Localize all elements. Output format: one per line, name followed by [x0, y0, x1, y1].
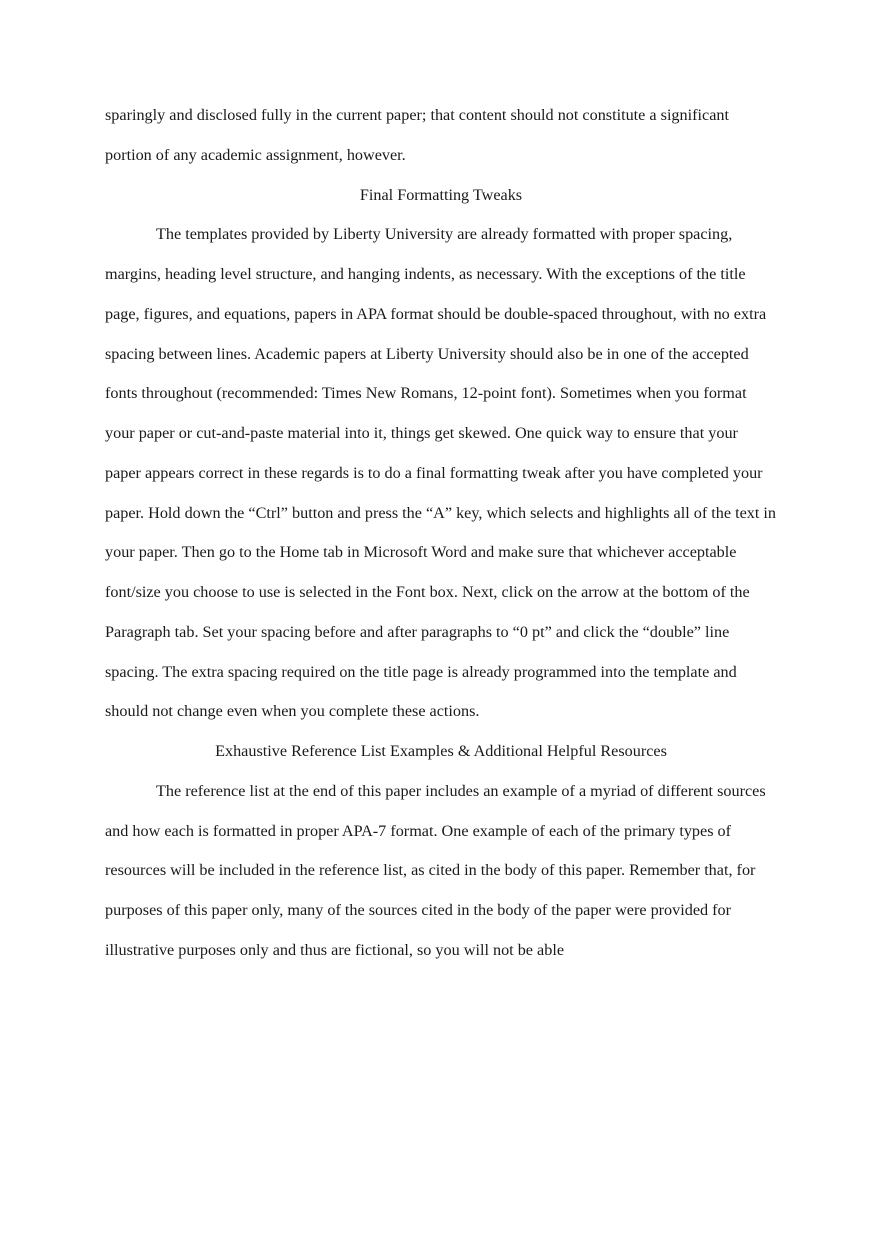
body-text: [105, 96, 777, 971]
section-heading-reference-list-examples: Exhaustive Reference List Examples & Additional Helpful Resources: [215, 742, 667, 760]
section-paragraph-final-formatting-tweaks: The templates provided by Liberty University are already formatted with proper spacing, margins, heading level structure, and hanging indents, as necessary. With the exceptions of the title page, figures, and equations, papers in APA format should be double-spaced throughout, with no extra spacing between lines. Academic papers at Liberty University should also be in one of the accepted fonts throughout (recommended: Times New Romans, 12-point font). Sometimes when you format your paper or cut-and-paste material into it, things get skewed. One quick way to ensure that your paper appears correct in these regards is to do a final formatting tweak after you have completed your paper. Hold down the “Ctrl” button and press the “A” key, which selects and highlights all of the text in your paper. Then go to the Home tab in Microsoft Word and make sure that whichever acceptable font/size you choose to use is selected in the Font box. Next, click on the arrow at the bottom of the Paragraph tab. Set your spacing before and after paragraphs to “0 pt” and click the “double” line spacing. The extra spacing required on the title page is already programmed into the template and should not change even when you complete these actions.: [105, 225, 777, 721]
section-paragraph-reference-list-examples: The reference list at the end of this paper includes an example of a myriad of different sources and how each is formatted in proper APA-7 format. One example of each of the primary types of resources will be included in the reference list, as cited in the body of this paper. Remember that, for purposes of this paper only, many of the sources cited in the body of the paper were provided for illustrative purposes only and thus are fictional, so you will not be able: [105, 781, 766, 959]
section-heading-final-formatting-tweaks: Final Formatting Tweaks: [359, 185, 523, 204]
continued-paragraph: sparingly and disclosed fully in the current paper; that content should not constitute a significant portion of any academic assignment, however.: [105, 106, 729, 164]
